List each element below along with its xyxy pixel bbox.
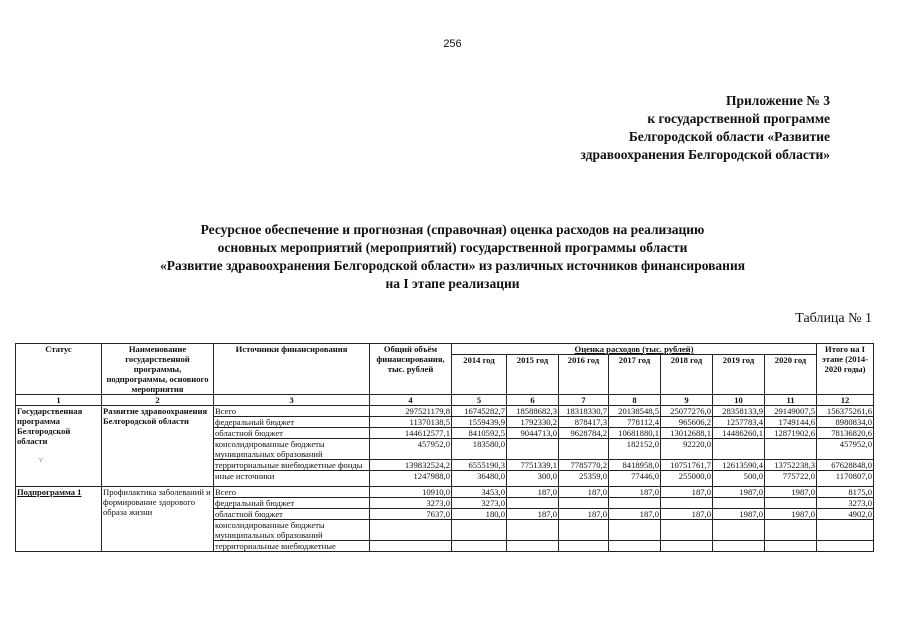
source-cell: областной бюджет — [214, 509, 370, 520]
year-cell — [713, 439, 765, 460]
year-cell — [507, 439, 559, 460]
header-sources: Источники финансирования — [214, 344, 370, 395]
year-cell: 13012688,1 — [661, 428, 713, 439]
year-cell: 92220,0 — [661, 439, 713, 460]
header-status: Статус — [16, 344, 102, 395]
year-cell: 25359,0 — [559, 471, 609, 487]
column-index: 9 — [661, 395, 713, 406]
year-cell: 9044713,0 — [507, 428, 559, 439]
year-cell: 9628784,2 — [559, 428, 609, 439]
column-index: 4 — [370, 395, 452, 406]
year-cell: 1987,0 — [713, 509, 765, 520]
year-cell: 1749144,6 — [765, 417, 817, 428]
table-row — [16, 406, 874, 417]
title-line: на I этапе реализации — [385, 276, 520, 291]
page-number: 256 — [443, 38, 462, 50]
total-cell: 297521179,8 — [370, 406, 452, 417]
year-cell — [559, 498, 609, 509]
year-cell: 8418958,0 — [609, 460, 661, 471]
year-cell: 1792330,2 — [507, 417, 559, 428]
table-row — [16, 487, 874, 498]
total-cell — [370, 520, 452, 541]
year-cell: 12871902,6 — [765, 428, 817, 439]
appendix-line: здравоохранения Белгородской области» — [580, 147, 830, 162]
year-cell: 183580,0 — [452, 439, 507, 460]
year-cell: 187,0 — [661, 487, 713, 498]
year-cell: 1987,0 — [765, 509, 817, 520]
year-cell — [609, 541, 661, 552]
year-cell — [765, 541, 817, 552]
total-cell: 11370138,5 — [370, 417, 452, 428]
year-cell: 1559439,9 — [452, 417, 507, 428]
year-cell: 14486260,1 — [713, 428, 765, 439]
appendix-line: к государственной программе — [647, 111, 830, 126]
year-cell: 255000,0 — [661, 471, 713, 487]
year-cell: 8410592,5 — [452, 428, 507, 439]
year-cell: 187,0 — [507, 509, 559, 520]
header-itogo: Итого на I этапе (2014-2020 годы) — [817, 344, 874, 395]
year-cell: 10751761,7 — [661, 460, 713, 471]
itogo-cell: 67628848,0 — [817, 460, 874, 471]
header-year: 2017 год — [609, 355, 661, 395]
year-cell — [661, 520, 713, 541]
year-cell: 12613590,4 — [713, 460, 765, 471]
source-cell: иные источники — [214, 471, 370, 487]
column-index: 2 — [102, 395, 214, 406]
source-cell: Всего — [214, 406, 370, 417]
year-cell: 187,0 — [661, 509, 713, 520]
year-cell: 28358133,9 — [713, 406, 765, 417]
year-cell: 36480,0 — [452, 471, 507, 487]
year-cell: 1987,0 — [765, 487, 817, 498]
column-index: 6 — [507, 395, 559, 406]
year-cell — [559, 439, 609, 460]
year-cell: 7785770,2 — [559, 460, 609, 471]
header-year: 2020 год — [765, 355, 817, 395]
itogo-cell: 8980834,0 — [817, 417, 874, 428]
header-name: Наименование государственной программы, подпрограммы, основного мероприятия — [102, 344, 214, 395]
year-cell: 878417,3 — [559, 417, 609, 428]
column-index: 3 — [214, 395, 370, 406]
program-status-text: Государственная программа Белгородской области — [17, 406, 83, 446]
year-cell: 187,0 — [507, 487, 559, 498]
source-cell: территориальные внебюджетные фонды — [214, 460, 370, 471]
year-cell: 10681880,1 — [609, 428, 661, 439]
itogo-cell — [817, 541, 874, 552]
itogo-cell: 8175,0 — [817, 487, 874, 498]
year-cell: 18588682,3 — [507, 406, 559, 417]
year-cell — [765, 498, 817, 509]
source-cell: территориальные внебюджетные — [214, 541, 370, 552]
total-cell: 10910,0 — [370, 487, 452, 498]
year-cell: 3273,0 — [452, 498, 507, 509]
source-cell: областной бюджет — [214, 428, 370, 439]
itogo-cell: 457952,0 — [817, 439, 874, 460]
header-year: 2018 год — [661, 355, 713, 395]
itogo-cell: 4902,0 — [817, 509, 874, 520]
source-cell: Всего — [214, 487, 370, 498]
year-cell — [559, 520, 609, 541]
pen-mark: ν — [39, 454, 43, 464]
total-cell: 3273,0 — [370, 498, 452, 509]
year-cell: 77446,0 — [609, 471, 661, 487]
source-cell: консолидированные бюджеты муниципальных образований — [214, 520, 370, 541]
appendix-line: Приложение № 3 — [726, 93, 830, 108]
header-year: 2014 год — [452, 355, 507, 395]
column-index: 7 — [559, 395, 609, 406]
year-cell: 775722,0 — [765, 471, 817, 487]
source-cell: федеральный бюджет — [214, 498, 370, 509]
year-cell: 500,0 — [713, 471, 765, 487]
program-name: Развитие здравоохранения Белгородской области — [102, 406, 214, 487]
year-cell: 187,0 — [559, 509, 609, 520]
total-cell: 7637,0 — [370, 509, 452, 520]
year-cell — [559, 541, 609, 552]
total-cell: 1247988,0 — [370, 471, 452, 487]
total-cell: 144612577,1 — [370, 428, 452, 439]
year-cell: 182152,0 — [609, 439, 661, 460]
source-cell: консолидированные бюджеты муниципальных образований — [214, 439, 370, 460]
title-line: «Развитие здравоохранения Белгородской области» из различных источников финансирования — [159, 258, 746, 273]
document-title — [0, 221, 905, 293]
header-year: 2015 год — [507, 355, 559, 395]
year-cell — [765, 520, 817, 541]
year-cell: 25077276,0 — [661, 406, 713, 417]
year-cell: 29149007,5 — [765, 406, 817, 417]
column-index: 1 — [16, 395, 102, 406]
header-estimate: Оценка расходов (тыс. рублей) — [452, 344, 817, 355]
year-cell: 300,0 — [507, 471, 559, 487]
year-cell: 16745282,7 — [452, 406, 507, 417]
year-cell — [609, 498, 661, 509]
year-cell — [507, 498, 559, 509]
subprogram-name: Профилактика заболеваний и формирование здорового образа жизни — [102, 487, 214, 552]
column-index: 12 — [817, 395, 874, 406]
year-cell: 187,0 — [559, 487, 609, 498]
year-cell — [713, 520, 765, 541]
financing-table — [15, 343, 874, 552]
year-cell: 180,0 — [452, 509, 507, 520]
year-cell — [713, 498, 765, 509]
year-cell: 18318330,7 — [559, 406, 609, 417]
year-cell — [765, 439, 817, 460]
title-line: Ресурсное обеспечение и прогнозная (справочная) оценка расходов на реализацию — [200, 222, 705, 237]
year-cell: 965606,2 — [661, 417, 713, 428]
itogo-cell — [817, 520, 874, 541]
total-cell: 139832524,2 — [370, 460, 452, 471]
year-cell — [609, 520, 661, 541]
program-status — [16, 406, 102, 487]
year-cell — [507, 520, 559, 541]
appendix-header — [580, 92, 830, 164]
year-cell — [507, 541, 559, 552]
year-cell — [452, 541, 507, 552]
header-total: Общий объём финансирования, тыс. рублей — [370, 344, 452, 395]
year-cell: 1987,0 — [713, 487, 765, 498]
year-cell: 3453,0 — [452, 487, 507, 498]
column-index: 11 — [765, 395, 817, 406]
column-index: 10 — [713, 395, 765, 406]
year-cell: 778112,4 — [609, 417, 661, 428]
subprogram-status: Подпрограмма 1 — [16, 487, 102, 552]
year-cell — [452, 520, 507, 541]
itogo-cell: 3273,0 — [817, 498, 874, 509]
year-cell: 7751339,1 — [507, 460, 559, 471]
year-cell: 6555190,3 — [452, 460, 507, 471]
column-index-row — [16, 395, 874, 406]
year-cell — [661, 498, 713, 509]
title-line: основных мероприятий (мероприятий) государственной программы области — [217, 240, 688, 255]
source-cell: федеральный бюджет — [214, 417, 370, 428]
table-label: Таблица № 1 — [795, 311, 872, 326]
year-cell: 187,0 — [609, 509, 661, 520]
itogo-cell: 156375261,6 — [817, 406, 874, 417]
year-cell — [713, 541, 765, 552]
header-year: 2019 год — [713, 355, 765, 395]
year-cell: 20138548,5 — [609, 406, 661, 417]
header-year: 2016 год — [559, 355, 609, 395]
year-cell: 13752238,3 — [765, 460, 817, 471]
itogo-cell: 78136820,6 — [817, 428, 874, 439]
appendix-line: Белгородской области «Развитие — [628, 129, 830, 144]
column-index: 5 — [452, 395, 507, 406]
year-cell — [661, 541, 713, 552]
column-index: 8 — [609, 395, 661, 406]
year-cell: 187,0 — [609, 487, 661, 498]
itogo-cell: 1170807,0 — [817, 471, 874, 487]
total-cell: 457952,0 — [370, 439, 452, 460]
year-cell: 1257783,4 — [713, 417, 765, 428]
total-cell — [370, 541, 452, 552]
